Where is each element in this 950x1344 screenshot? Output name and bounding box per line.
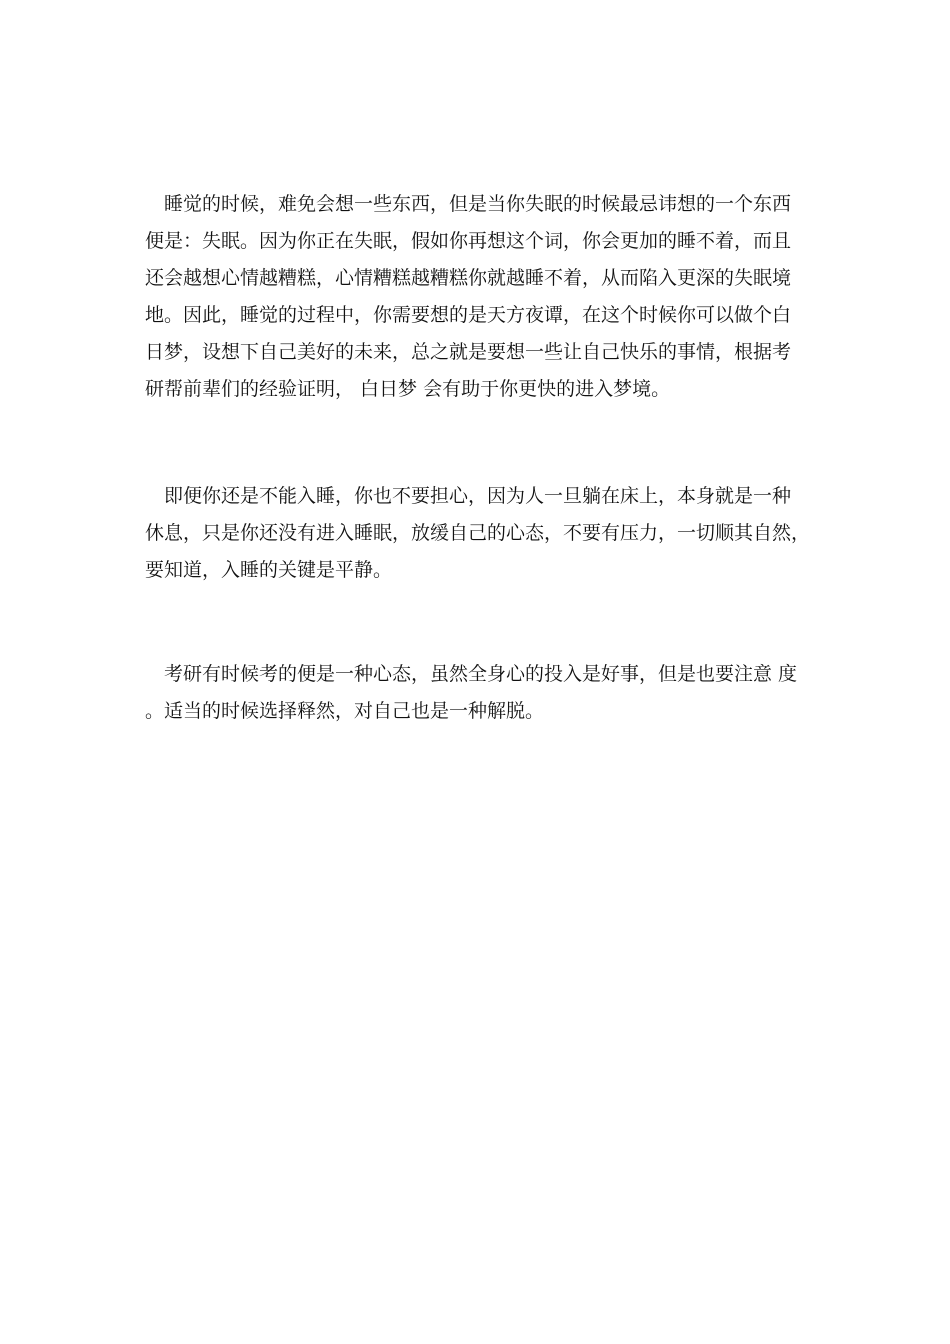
paragraph-line: 。适当的时候选择释然，对自己也是一种解脱。 bbox=[145, 700, 545, 722]
paragraph-3 bbox=[145, 656, 810, 730]
paragraph-1 bbox=[145, 186, 810, 408]
paragraph-line: 还会越想心情越糟糕，心情糟糕越糟糕你就越睡不着，从而陷入更深的失眠境 bbox=[145, 267, 792, 289]
paragraph-line: 睡觉的时候，难免会想一些东西，但是当你失眠的时候最忌讳想的一个东西 bbox=[145, 193, 792, 215]
paragraph-line: 研帮前辈们的经验证明， 白日梦 会有助于你更快的进入梦境。 bbox=[145, 378, 671, 400]
paragraph-line: 便是：失眠。因为你正在失眠，假如你再想这个词，你会更加的睡不着，而且 bbox=[145, 230, 792, 252]
paragraph-line: 日梦，设想下自己美好的未来，总之就是要想一些让自己快乐的事情，根据考 bbox=[145, 341, 792, 363]
paragraph-line: 要知道，入睡的关键是平静。 bbox=[145, 559, 393, 581]
paragraph-2 bbox=[145, 478, 810, 589]
paragraph-line: 即便你还是不能入睡，你也不要担心，因为人一旦躺在床上，本身就是一种 bbox=[145, 485, 792, 507]
paragraph-line: 考研有时候考的便是一种心态，虽然全身心的投入是好事，但是也要注意 度 bbox=[145, 663, 798, 685]
paragraph-line: 休息，只是你还没有进入睡眠，放缓自己的心态，不要有压力，一切顺其自然， bbox=[145, 522, 810, 544]
paragraph-line: 地。因此，睡觉的过程中，你需要想的是天方夜谭，在这个时候你可以做个白 bbox=[145, 304, 792, 326]
